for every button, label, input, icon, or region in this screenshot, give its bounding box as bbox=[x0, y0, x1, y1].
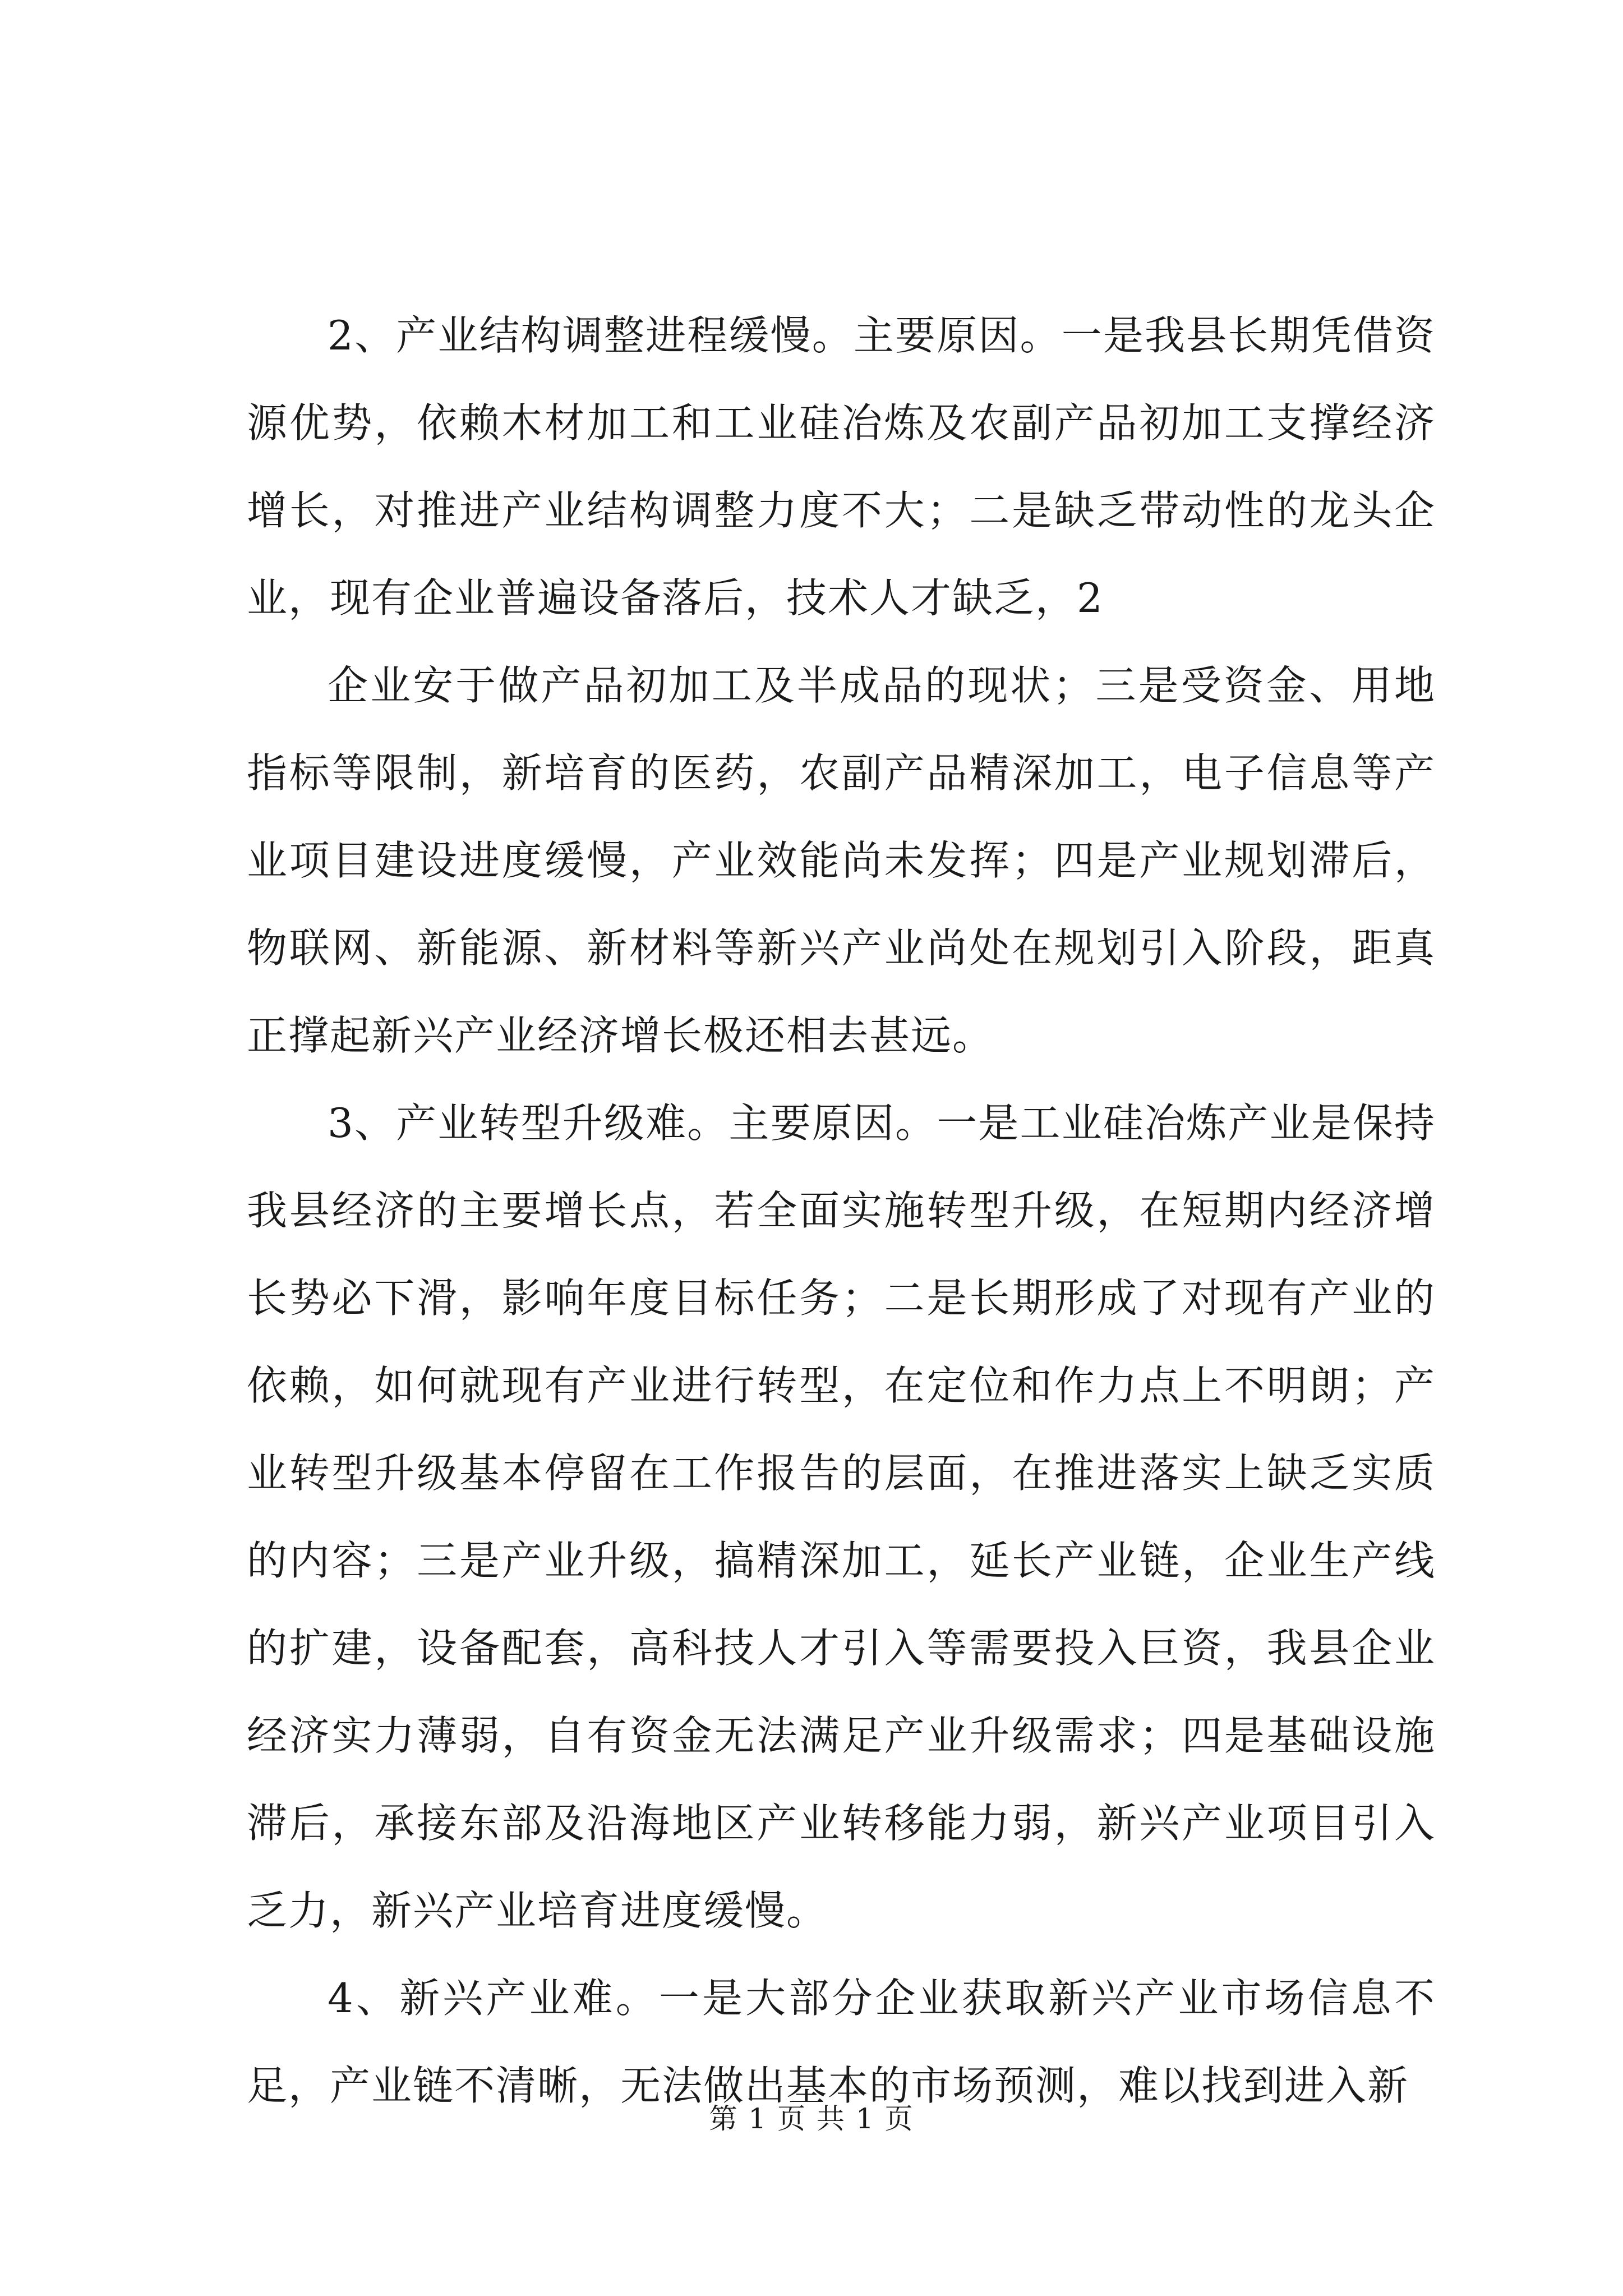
document-body bbox=[247, 292, 1436, 2129]
paragraph-industry-structure: 2、产业结构调整进程缓慢。主要原因。一是我县长期凭借资源优势，依赖木材加工和工业硅冶炼及农副产品初加工支撑经济增长，对推进产业结构调整力度不大；二是缺乏带动性的龙头企业，现有企业普遍设备落后，技术人才缺乏，2 bbox=[247, 312, 1436, 622]
paragraph-industry-upgrade: 3、产业转型升级难。主要原因。一是工业硅冶炼产业是保持我县经济的主要增长点，若全面实施转型升级，在短期内经济增长势必下滑，影响年度目标任务；二是长期形成了对现有产业的依赖，如何就现有产业进行转型，在定位和作力点上不明朗；产业转型升级基本停留在工作报告的层面，在推进落实上缺乏实质的内容；三是产业升级，搞精深加工，延长产业链，企业生产线的扩建，设备配套，高科技人才引入等需要投入巨资，我县企业经济实力薄弱，自有资金无法满足产业升级需求；四是基础设施滞后，承接东部及沿海地区产业转移能力弱，新兴产业项目引入乏力，新兴产业培育进度缓慢。 bbox=[247, 1099, 1436, 1934]
paragraph-enterprise-status: 企业安于做产品初加工及半成品的现状；三是受资金、用地指标等限制，新培育的医药，农副产品精深加工，电子信息等产业项目建设进度缓慢，产业效能尚未发挥；四是产业规划滞后，物联网、新能源、新材料等新兴产业尚处在规划引入阶段，距真正撑起新兴产业经济增长极还相去甚远。 bbox=[247, 662, 1436, 1059]
page-number-footer: 第 1 页 共 1 页 bbox=[709, 2102, 914, 2135]
paragraph-emerging-industry: 4、新兴产业难。一是大部分企业获取新兴产业市场信息不足，产业链不清晰，无法做出基本的市场预测，难以找到进入新 bbox=[247, 1975, 1436, 2109]
